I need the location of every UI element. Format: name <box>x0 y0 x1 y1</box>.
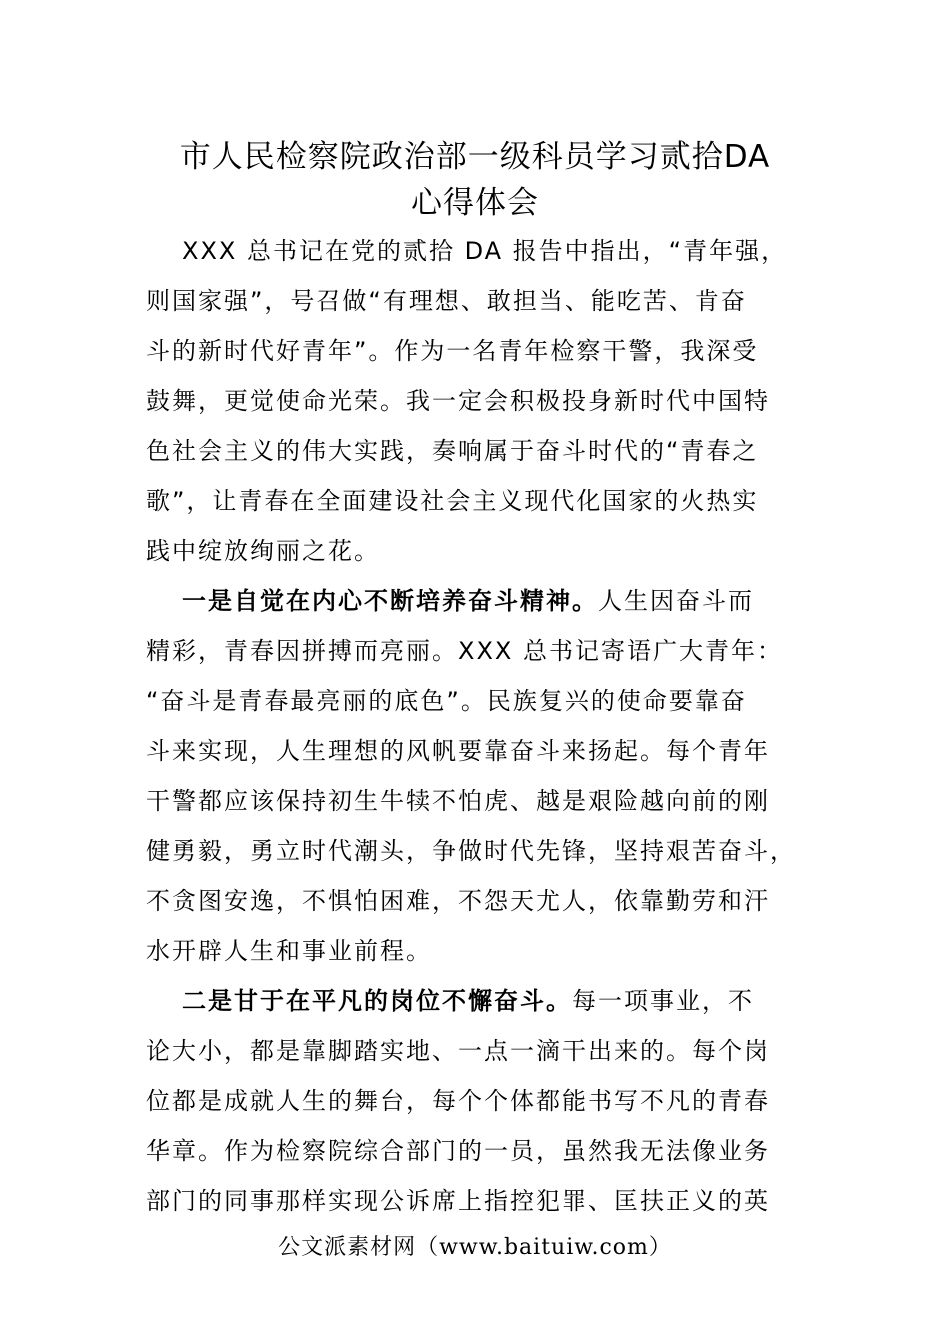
paragraph-2-line: 斗来实现，人生理想的风帆要靠奋斗来扬起。每个青年 <box>146 737 770 765</box>
paragraph-2-line: 干警都应该保持初生牛犊不怕虎、越是艰险越向前的刚 <box>146 787 770 815</box>
paragraph-1-line: 歌”，让青春在全面建设社会主义现代化国家的火热实 <box>146 487 759 515</box>
paragraph-1-line: 鼓舞，更觉使命光荣。我一定会积极投身新时代中国特 <box>146 387 770 415</box>
paragraph-1-line: XXX 总书记在党的贰拾 DA 报告中指出，“青年强， <box>182 237 788 265</box>
paragraph-2-line: 不贪图安逸，不惧怕困难，不怨天尤人，依靠勤劳和汗 <box>146 887 770 915</box>
paragraph-2-first-line-text: 人生因奋斗而 <box>598 587 754 615</box>
paragraph-2-line: 精彩，青春因拼搏而亮丽。XXX 总书记寄语广大青年： <box>146 637 783 665</box>
paragraph-2-first-line <box>182 584 836 618</box>
paragraph-2-line: 健勇毅，勇立时代潮头，争做时代先锋，坚持艰苦奋斗， <box>146 837 796 865</box>
footer-site-name: 公文派素材网 <box>278 1235 417 1260</box>
paragraph-3-line: 华章。作为检察院综合部门的一员，虽然我无法像业务 <box>146 1137 770 1165</box>
paragraph-1-line: 践中绽放绚丽之花。 <box>146 537 380 565</box>
footer-url: （www.baituiw.com） <box>416 1235 672 1260</box>
paragraph-1-line: 则国家强”，号召做“有理想、敢担当、能吃苦、肯奋 <box>146 287 747 315</box>
paragraph-1-line: 斗的新时代好青年”。作为一名青年检察干警，我深受 <box>146 337 759 365</box>
paragraph-2-heading: 一是自觉在内心不断培养奋斗精神。 <box>182 587 598 615</box>
paragraph-3-first-line <box>182 984 836 1018</box>
paragraph-3-line: 位都是成就人生的舞台，每个个体都能书写不凡的青春 <box>146 1087 770 1115</box>
paragraph-3-heading: 二是甘于在平凡的岗位不懈奋斗。 <box>182 987 572 1015</box>
page-footer <box>0 1232 950 1264</box>
document-title-line2: 心得体会 <box>411 185 539 221</box>
paragraph-2-line: “奋斗是青春最亮丽的底色”。民族复兴的使命要靠奋 <box>146 687 747 715</box>
paragraph-3-line: 部门的同事那样实现公诉席上指控犯罪、匡扶正义的英 <box>146 1187 770 1215</box>
paragraph-1-line: 色社会主义的伟大实践，奏响属于奋斗时代的“青春之 <box>146 437 759 465</box>
paragraph-3-first-line-text: 每一项事业，不 <box>572 987 754 1015</box>
document-title-line1: 市人民检察院政治部一级科员学习贰拾DA <box>179 139 771 175</box>
paragraph-2-line: 水开辟人生和事业前程。 <box>146 937 432 965</box>
paragraph-3-line: 论大小，都是靠脚踏实地、一点一滴干出来的。每个岗 <box>146 1037 770 1065</box>
